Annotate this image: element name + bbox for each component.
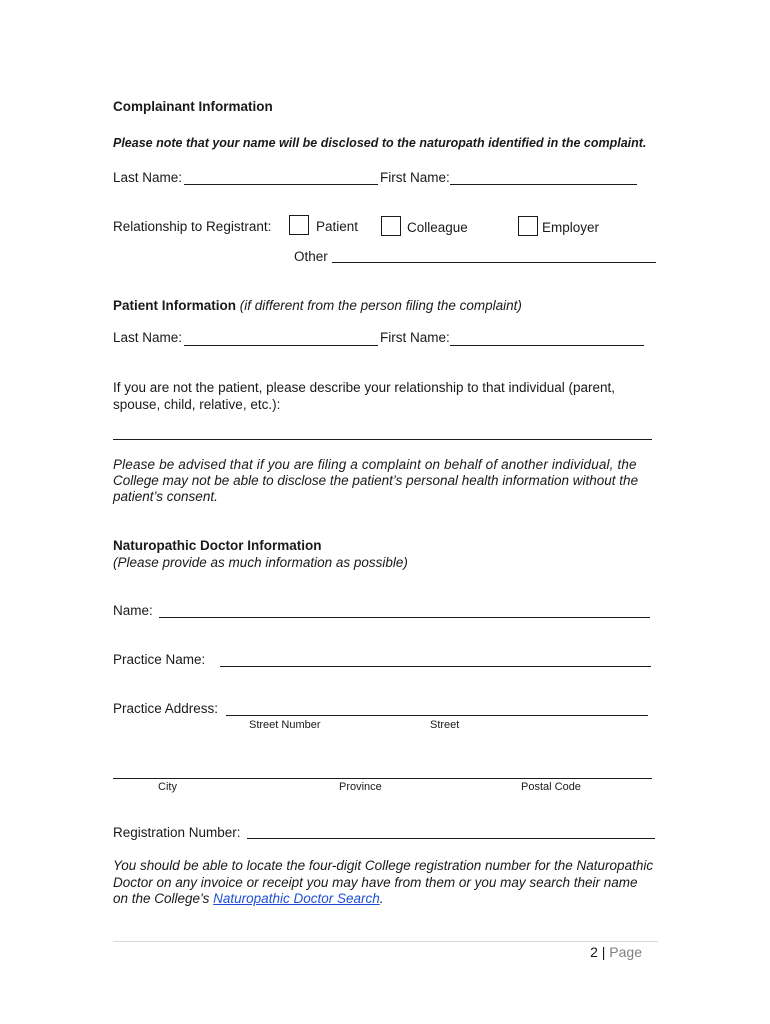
relationship-prompt-line-2: spouse, child, relative, etc.): <box>113 397 281 412</box>
street-caption: Street <box>430 719 460 731</box>
complainant-notice: Please note that your name will be disclosed to the naturopath identified in the complaint. <box>113 136 647 150</box>
complainant-heading: Complainant Information <box>113 99 273 114</box>
practice-name-field[interactable] <box>220 666 651 667</box>
colleague-checkbox[interactable] <box>381 216 401 236</box>
street-number-caption: Street Number <box>249 719 321 731</box>
patient-option-label: Patient <box>316 219 359 234</box>
relationship-label: Relationship to Registrant: <box>113 219 272 234</box>
patient-heading: Patient Information <box>113 298 237 313</box>
registration-help-line-2: Doctor on any invoice or receipt you may have from them or you may search their name <box>113 875 638 890</box>
doctor-heading: Naturopathic Doctor Information <box>113 538 322 553</box>
employer-option-label: Employer <box>542 220 600 235</box>
patient-heading-row <box>113 298 522 314</box>
registration-help-suffix: . <box>379 891 384 906</box>
registration-number-label: Registration Number: <box>113 825 241 840</box>
practice-name-label: Practice Name: <box>113 652 206 667</box>
complainant-last-name-field[interactable] <box>184 184 378 185</box>
advisory-line-1: Please be advised that if you are filing a complaint on behalf of another individual, the <box>113 457 637 472</box>
advisory-line-2: College may not be able to disclose the patient’s personal health information without the <box>113 473 639 488</box>
practice-address-street-field[interactable] <box>226 715 648 716</box>
patient-checkbox[interactable] <box>289 215 309 235</box>
patient-relationship-field[interactable] <box>113 439 652 440</box>
page-number: 2 <box>590 944 598 960</box>
registration-number-field[interactable] <box>247 838 655 839</box>
naturopathic-doctor-search-link[interactable]: Naturopathic Doctor Search <box>213 891 380 906</box>
other-relationship-field[interactable] <box>332 262 656 263</box>
page-separator: | <box>601 944 606 960</box>
province-caption: Province <box>339 781 382 793</box>
other-label: Other <box>294 249 328 264</box>
registration-help-line-3 <box>113 891 384 907</box>
complainant-last-name-label: Last Name: <box>113 170 183 185</box>
patient-heading-note: (if different from the person filing the complaint) <box>239 298 522 313</box>
footer-divider <box>113 941 658 942</box>
complainant-first-name-field[interactable] <box>450 184 637 185</box>
doctor-name-field[interactable] <box>159 617 650 618</box>
complainant-first-name-label: First Name: <box>380 170 450 185</box>
advisory-line-3: patient’s consent. <box>113 489 218 504</box>
practice-address-label: Practice Address: <box>113 701 219 716</box>
patient-last-name-label: Last Name: <box>113 330 183 345</box>
postal-code-caption: Postal Code <box>521 781 581 793</box>
employer-checkbox[interactable] <box>518 216 538 236</box>
doctor-subheading: (Please provide as much information as possible) <box>113 555 408 570</box>
city-caption: City <box>158 781 177 793</box>
patient-first-name-label: First Name: <box>380 330 450 345</box>
registration-help-prefix: on the College's <box>113 891 214 906</box>
doctor-name-label: Name: <box>113 603 153 618</box>
page-number-footer <box>590 944 642 960</box>
registration-help-line-1: You should be able to locate the four-digit College registration number for the Naturopathic <box>113 858 654 873</box>
page-label: Page <box>609 944 642 960</box>
colleague-option-label: Colleague <box>407 220 468 235</box>
patient-last-name-field[interactable] <box>184 345 378 346</box>
relationship-prompt-line-1: If you are not the patient, please describe your relationship to that individual (parent, <box>113 380 616 395</box>
patient-first-name-field[interactable] <box>450 345 644 346</box>
